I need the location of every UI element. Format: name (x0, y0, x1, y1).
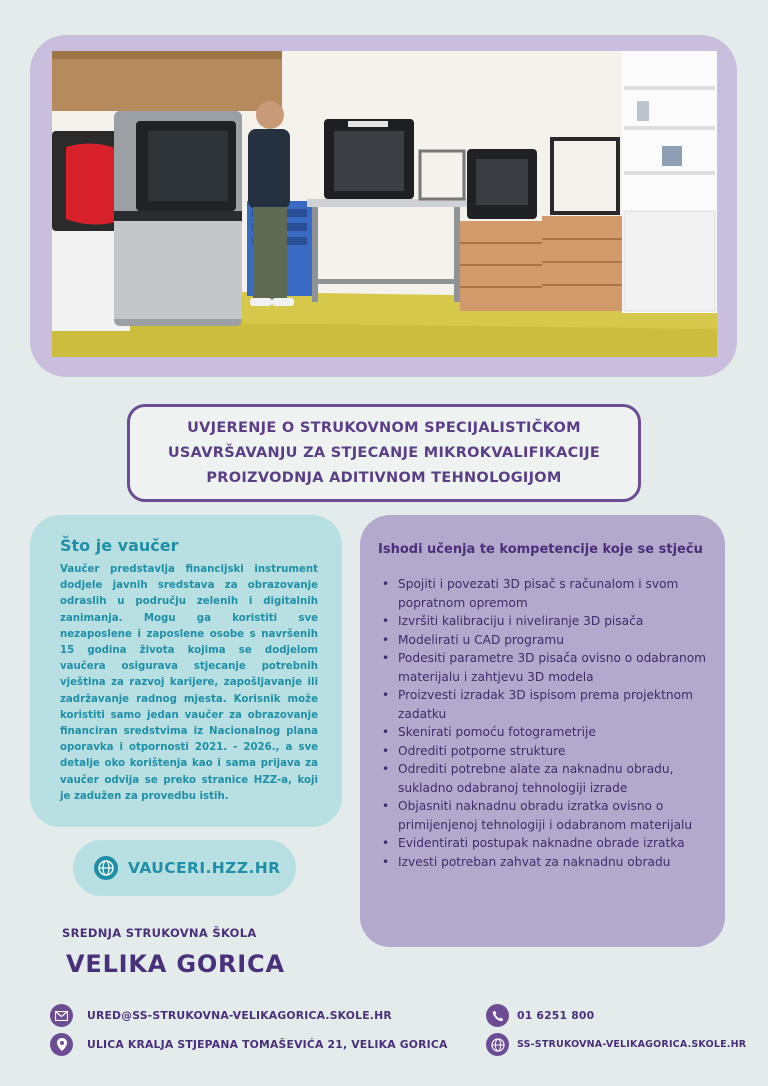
outcomes-heading: Ishodi učenja te kompetencije koje se stječu (378, 542, 703, 557)
outcome-item: • Podesiti parametre 3D pisača ovisno o odabranom materijalu i zahtjevu 3D modela (382, 649, 712, 686)
email-text: URED@SS-STRUKOVNA-VELIKAGORICA.SKOLE.HR (87, 1009, 392, 1022)
address-text: ULICA KRALJA STJEPANA TOMAŠEVIĆA 21, VELIKA GORICA (87, 1038, 448, 1051)
certificate-title (127, 404, 641, 502)
outcome-item: • Modelirati u CAD programu (382, 631, 712, 650)
vouchers-link[interactable] (73, 840, 296, 896)
address-contact (50, 1033, 448, 1056)
mail-icon (50, 1004, 73, 1027)
photo-frame (30, 35, 737, 377)
globe-icon (486, 1033, 509, 1056)
outcome-item: • Spojiti i povezati 3D pisač s računalom i svom popratnom opremom (382, 575, 712, 612)
lab-photo-illustration (52, 51, 717, 357)
outcome-item: • Objasniti naknadnu obradu izratka ovisno o primijenjenoj tehnologiji i odabranom materijalu (382, 797, 712, 834)
website-text: SS-STRUKOVNA-VELIKAGORICA.SKOLE.HR (517, 1039, 747, 1050)
voucher-text: Vaučer predstavlja financijski instrument dodjele javnih sredstava za obrazovanje odraslih u području zelenih i digitalnih zanimanja. Mogu ga koristiti sve nezaposlene i zaposlene osobe s navršenih 15 godina života kojima se dodjelom vaučera osigurava stjecanje potrebnih vještina za razvoj karijere, zapošljavanje ili zadržavanje radnog mjesta. Korisnik može koristiti samo jedan vaučer za obrazovanje financiran sredstvima iz Nacionalnog plana oporavka i otpornosti 2021. - 2026., a sve detalje oko korištenja kao i sama prijava za vaučer odvija se preko stranice HZZ-a, koji je zadužen za provedbu istih. (60, 564, 318, 802)
phone-icon (486, 1004, 509, 1027)
outcome-item: • Odrediti potporne strukture (382, 742, 712, 761)
website-contact[interactable] (486, 1033, 746, 1056)
title-line-2: USAVRŠAVANJU ZA STJECANJE MIKROKVALIFIKACIJE (167, 444, 601, 461)
globe-icon (94, 856, 118, 880)
phone-contact[interactable] (486, 1004, 594, 1027)
location-pin-icon (50, 1033, 73, 1056)
voucher-card (30, 515, 342, 827)
outcome-item: • Odrediti potrebne alate za naknadnu obradu, sukladno odabranoj tehnologiji izrade (382, 760, 712, 797)
lab-photo (52, 51, 717, 357)
outcome-item: • Proizvesti izradak 3D ispisom prema projektnom zadatku (382, 686, 712, 723)
outcomes-list (382, 575, 712, 871)
voucher-heading: Što je vaučer (60, 536, 179, 555)
school-type: SREDNJA STRUKOVNA ŠKOLA (62, 926, 257, 940)
phone-text: 01 6251 800 (517, 1009, 595, 1022)
school-name: VELIKA GORICA (66, 950, 285, 978)
vouchers-link-label: VAUCERI.HZZ.HR (128, 859, 281, 877)
outcome-item: • Izvesti potreban zahvat za naknadnu obradu (382, 853, 712, 872)
outcome-item: • Izvršiti kalibraciju i niveliranje 3D pisača (382, 612, 712, 631)
outcome-item: • Evidentirati postupak naknadne obrade izratka (382, 834, 712, 853)
outcomes-card (360, 515, 725, 947)
email-contact[interactable] (50, 1004, 392, 1027)
title-line-3: PROIZVODNJA ADITIVNOM TEHNOLOGIJOM (206, 469, 562, 486)
outcome-item: • Skenirati pomoću fotogrametrije (382, 723, 712, 742)
title-line-1: UVJERENJE O STRUKOVNOM SPECIJALISTIČKOM (187, 419, 581, 436)
